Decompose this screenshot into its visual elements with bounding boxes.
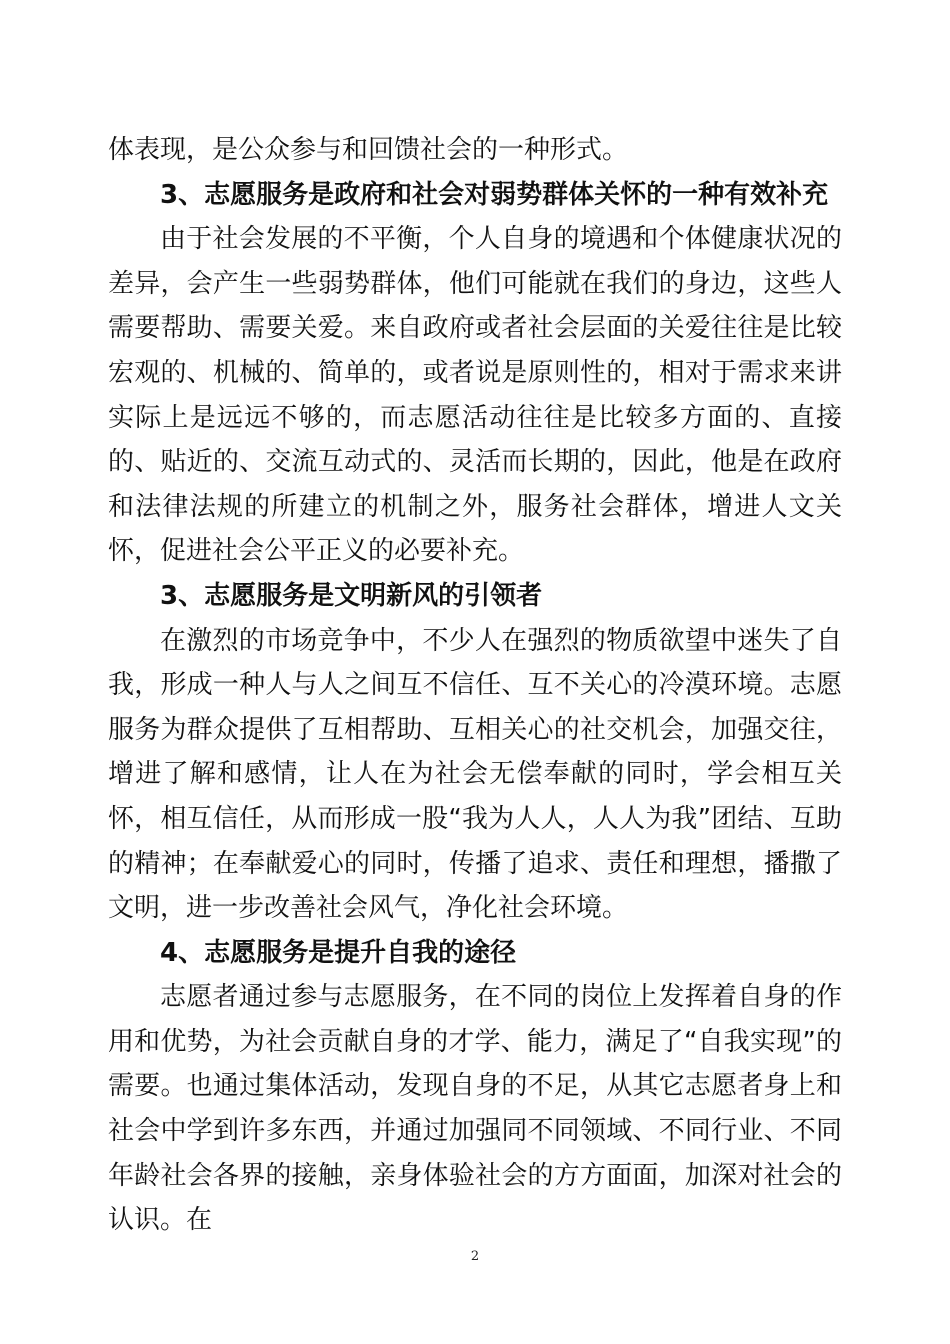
section-heading-3a: 3、志愿服务是政府和社会对弱势群体关怀的一种有效补充 (160, 179, 829, 210)
page-number: 2 (470, 1249, 480, 1264)
paragraph: 由于社会发展的不平衡，个人自身的境遇和个体健康状况的差异，会产生一些弱势群体，他们可能就在我们的身边，这些人需要帮助、需要关爱。来自政府或者社会层面的关爱往往是比较宏观的、机械的、简单的，或者说是原则性的，相对于需求来讲实际上是远远不够的，而志愿活动往往是比较多方面的、直接的、贴近的、交流互动式的、灵活而长期的，因此，他是在政府和法律法规的所建立的机制之外，服务社会群体，增进人文关怀，促进社会公平正义的必要补充。 (108, 224, 842, 567)
body-text (108, 128, 842, 1243)
section-heading-4: 4、志愿服务是提升自我的途径 (160, 937, 517, 968)
paragraph-continuation: 体表现，是公众参与和回馈社会的一种形式。 (108, 135, 629, 165)
paragraph: 志愿者通过参与志愿服务，在不同的岗位上发挥着自身的作用和优势，为社会贡献自身的才学、能力，满足了“自我实现”的需要。也通过集体活动，发现自身的不足，从其它志愿者身上和社会中学到许多东西，并通过加强同不同领域、不同行业、不同年龄社会各界的接触，亲身体验社会的方方面面，加深对社会的认识。在 (108, 982, 842, 1236)
paragraph: 在激烈的市场竞争中，不少人在强烈的物质欲望中迷失了自我，形成一种人与人之间互不信任、互不关心的冷漠环境。志愿服务为群众提供了互相帮助、互相关心的社交机会，加强交往，增进了解和感情，让人在为社会无偿奉献的同时，学会相互关怀，相互信任，从而形成一股“我为人人，人人为我”团结、互助的精神；在奉献爱心的同时，传播了追求、责任和理想，播撒了文明，进一步改善社会风气，净化社会环境。 (108, 625, 842, 924)
section-heading-3b: 3、志愿服务是文明新风的引领者 (160, 580, 543, 611)
